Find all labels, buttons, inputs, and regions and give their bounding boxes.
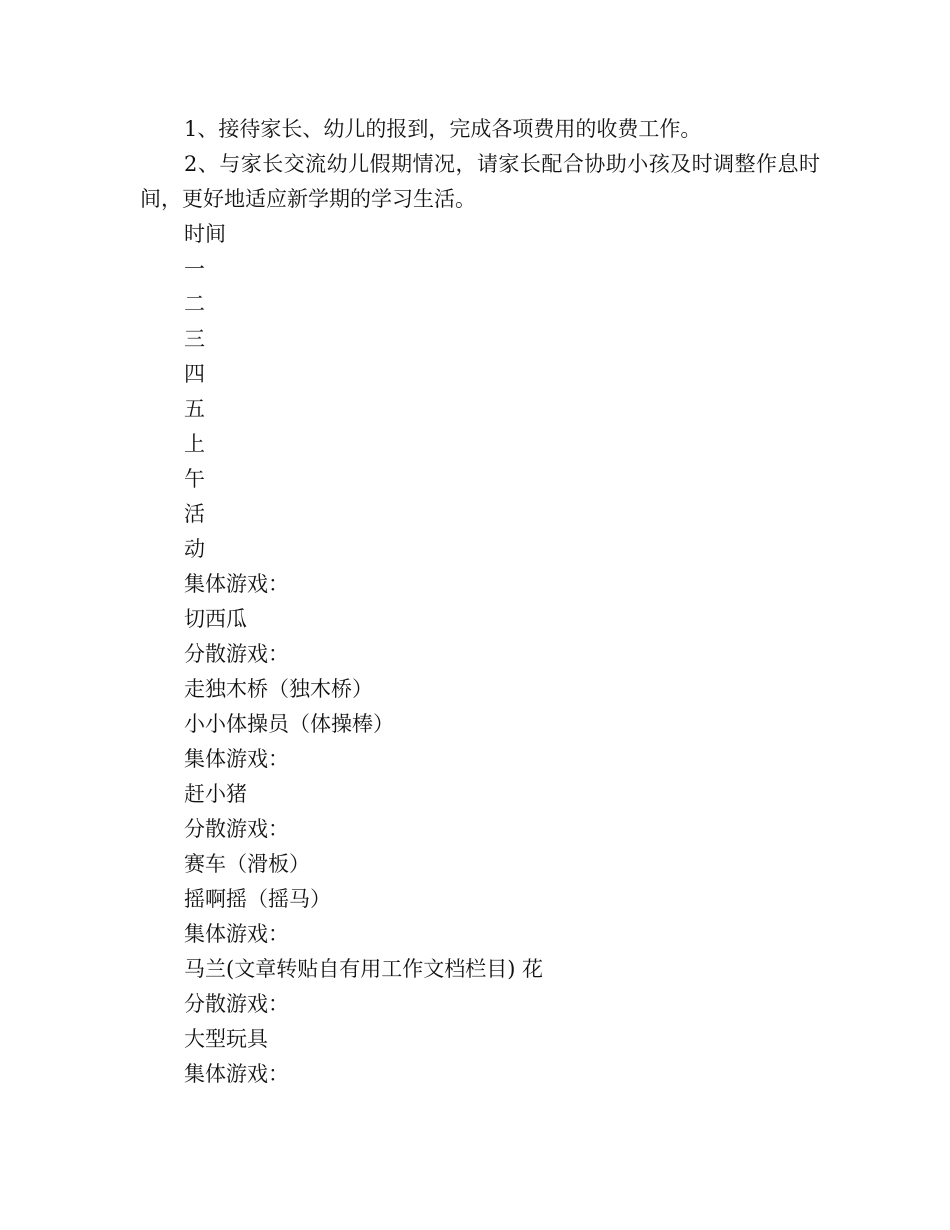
line-time: 时间 (184, 222, 226, 246)
line-free-game-2: 分散游戏： (184, 817, 289, 841)
line-day-4: 四 (184, 362, 205, 386)
line-activity-2: 走独木桥（独木桥） (184, 677, 373, 701)
line-free-game-3: 分散游戏： (184, 992, 289, 1016)
line-activity-3: 小小体操员（体操棒） (184, 712, 394, 736)
paragraph-1: 1、接待家长、幼儿的报到，完成各项费用的收费工作。 (184, 117, 702, 141)
line-day-5: 五 (184, 397, 205, 421)
line-group-game-4: 集体游戏： (184, 1062, 289, 1086)
line-group-game-2: 集体游戏： (184, 747, 289, 771)
paragraph-2: 2、与家长交流幼儿假期情况，请家长配合协助小孩及时调整作息时间，更好地适应新学期的学习生活。 (140, 152, 820, 211)
line-group-game-1: 集体游戏： (184, 572, 289, 596)
line-activity-1: 切西瓜 (184, 607, 247, 631)
line-char-shang: 上 (184, 432, 205, 456)
line-activity-6: 摇啊摇（摇马） (184, 887, 331, 911)
line-day-1: 一 (184, 257, 205, 281)
line-char-wu: 午 (184, 467, 205, 491)
line-char-huo: 活 (184, 502, 205, 526)
line-free-game-1: 分散游戏： (184, 642, 289, 666)
line-day-3: 三 (184, 327, 205, 351)
line-group-game-3: 集体游戏： (184, 922, 289, 946)
line-day-2: 二 (184, 292, 205, 316)
line-activity-4: 赶小猪 (184, 782, 247, 806)
document-body (140, 112, 820, 1092)
line-activity-8: 大型玩具 (184, 1027, 268, 1051)
line-char-dong: 动 (184, 537, 205, 561)
line-activity-5: 赛车（滑板） (184, 852, 310, 876)
line-activity-7: 马兰(文章转贴自有用工作文档栏目) 花 (184, 957, 544, 981)
